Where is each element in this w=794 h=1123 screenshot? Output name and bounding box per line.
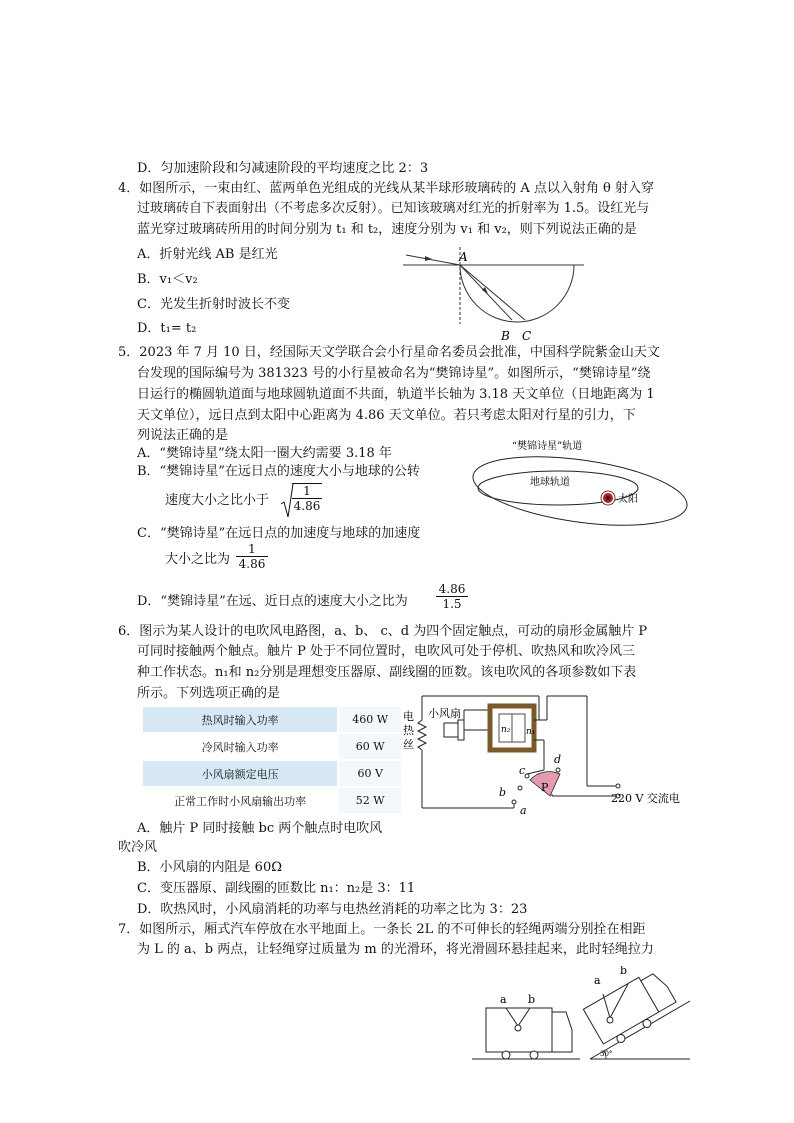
q7-stem-line2: 为 L 的 a、b 两点，让轻绳穿过质量为 m 的光滑环，将光滑圆环悬挂起来，此时轻绳拉力 <box>137 942 654 957</box>
q5-fig-sun-label: 太阳 <box>618 494 638 505</box>
q6-option-c: C．变压器原、副线圈的匝数比 n₁：n₂是 3：11 <box>137 881 416 896</box>
q6-fig-label-b: b <box>499 786 507 799</box>
q5-option-d: D．“樊锦诗星”在远、近日点的速度大小之比为 <box>137 594 408 609</box>
q7-fig-label-b2: b <box>620 966 628 977</box>
q5-option-b-line2: 速度大小之比小于 <box>165 493 270 508</box>
q6-stem-line4: 所示。下列选项正确的是 <box>137 686 281 701</box>
q5-stem-line3: 日运行的椭圆轨道面与地球圆轨道面不共面，轨道半长轴为 3.18 天文单位（日地距离为 1 <box>137 387 655 402</box>
q6-fig-label-fan: 小风扇 <box>428 707 461 720</box>
q5-option-b-fraction <box>292 483 322 513</box>
q6-option-a-line1: A．触片 P 同时接触 bc 两个触点时电吹风 <box>137 821 383 836</box>
q4-fig-label-a: A <box>459 250 468 264</box>
q7-fig-label-a1: a <box>500 993 507 1006</box>
q6-fig-label-d: d <box>554 753 562 766</box>
table-row <box>143 707 401 733</box>
param-name: 小风扇额定电压 <box>143 760 338 787</box>
q4-option-a: A．折射光线 AB 是红光 <box>137 247 278 262</box>
q5-option-c-line2: 大小之比为 <box>165 552 231 567</box>
q6-fig-label-n1: n₁ <box>526 727 536 737</box>
q5-option-d-numerator: 4.86 <box>436 582 468 597</box>
q4-fig-label-c: C <box>522 329 532 343</box>
q5-fig-earth-label: 地球轨道 <box>530 477 570 488</box>
param-name: 热风时输入功率 <box>143 707 338 733</box>
q5-option-c-numerator: 1 <box>236 542 268 557</box>
q5-option-b-denominator: 4.86 <box>293 499 321 513</box>
q5-option-c-fraction <box>236 542 268 571</box>
table-row <box>143 760 401 787</box>
q6-fig-label-heater-3: 丝 <box>403 738 414 751</box>
q6-fig-label-c: c <box>519 764 526 777</box>
param-value: 460 W <box>338 707 401 733</box>
q5-orbit-figure <box>470 436 692 530</box>
param-value: 52 W <box>338 787 401 814</box>
q3-option-d: D．匀加速阶段和匀减速阶段的平均速度之比 2：3 <box>137 161 429 176</box>
table-row <box>143 787 401 814</box>
q5-option-d-denominator: 1.5 <box>442 597 462 611</box>
q5-option-a: A．“樊锦诗星”绕太阳一圈大约需要 3.18 年 <box>137 446 392 461</box>
q6-stem-line3: 种工作状态。n₁和 n₂分别是理想变压器原、副线圈的匝数。该电吹风的各项参数如下表 <box>137 665 637 680</box>
q6-fig-label-n2: n₂ <box>501 725 511 735</box>
q6-option-b: B．小风扇的内阻是 60Ω <box>137 860 283 875</box>
q6-fig-label-heater-2: 热 <box>403 724 414 737</box>
param-name: 冷风时输入功率 <box>143 733 338 760</box>
q5-option-d-fraction <box>436 582 468 611</box>
q7-fig-label-a2: a <box>594 974 601 987</box>
q6-fig-label-p: P <box>541 781 549 794</box>
q5-option-c-line1: C．“樊锦诗星”在远日点的加速度与地球的加速度 <box>137 526 421 541</box>
q6-option-a-line2: 吹冷风 <box>118 840 158 855</box>
q6-option-d: D．吹热风时，小风扇消耗的功率与电热丝消耗的功率之比为 3：23 <box>137 902 528 917</box>
param-name: 正常工作时小风扇输出功率 <box>143 787 338 814</box>
q6-fig-label-ac: 220 V 交流电 <box>611 792 680 805</box>
param-value: 60 V <box>338 760 401 787</box>
q4-stem-line3: 蓝光穿过玻璃砖所用的时间分别为 t₁ 和 t₂，速度分别为 v₁ 和 v₂，则下列说法正确的是 <box>137 222 637 237</box>
q6-fig-label-a: a <box>520 804 527 815</box>
q6-stem-line1: 6．图示为某人设计的电吹风电路图，a、b、 c、d 为四个固定触点，可动的扇形金属触片 P <box>118 624 648 639</box>
q5-option-c-denominator: 4.86 <box>238 557 266 571</box>
q6-circuit-figure <box>402 690 692 815</box>
q4-stem-line2: 过玻璃砖自下表面射出（不考虑多次反射）。已知该玻璃对红光的折射率为 1.5。设红光与 <box>137 201 650 216</box>
q7-truck-figure <box>470 966 692 1064</box>
q7-fig-label-b1: b <box>528 993 536 1006</box>
q7-stem-line1: 7．如图所示，厢式汽车停放在水平地面上。一条长 2L 的不可伸长的轻绳两端分别拴在相距 <box>118 922 646 937</box>
q4-fig-label-b: B <box>501 329 510 343</box>
q5-option-b-numerator: 1 <box>292 484 322 499</box>
q6-stem-line2: 可同时接触两个触点。触片 P 处于不同位置时，电吹风可处于停机、吹热风和吹冷风三 <box>137 644 636 659</box>
q5-stem-line1: 5．2023 年 7 月 10 日，经国际天文学联合会小行星命名委员会批准，中国科学院紫金山天文 <box>118 345 660 360</box>
q4-option-c: C．光发生折射时波长不变 <box>137 297 290 312</box>
q4-option-d: D．t₁= t₂ <box>137 321 197 336</box>
param-value: 60 W <box>338 733 401 760</box>
q5-stem-line2: 台发现的国际编号为 381323 号的小行星被命名为“樊锦诗星”。如图所示，“樊锦诗星”绕 <box>137 366 651 381</box>
q5-fig-orbit-label: “樊锦诗星”轨道 <box>512 441 583 452</box>
q5-stem-line4: 天文单位），远日点到太阳中心距离为 4.86 天文单位。若只考虑太阳对行星的引力，下 <box>137 408 636 423</box>
q5-option-b-line1: B．“樊锦诗星”在远日点的速度大小与地球的公转 <box>137 464 420 479</box>
table-row <box>143 733 401 760</box>
q4-stem-line1: 4．如图所示，一束由红、蓝两单色光组成的光线从某半球形玻璃砖的 A 点以入射角 θ 射入穿 <box>118 181 655 196</box>
q5-stem-line5: 列说法正确的是 <box>137 428 229 443</box>
q4-option-b: B．v₁＜v₂ <box>137 272 198 287</box>
q4-refraction-figure <box>398 242 588 346</box>
q6-parameter-table <box>143 707 401 815</box>
q7-fig-label-angle: 30° <box>600 1050 613 1058</box>
q6-fig-label-heater-1: 电 <box>403 710 414 723</box>
